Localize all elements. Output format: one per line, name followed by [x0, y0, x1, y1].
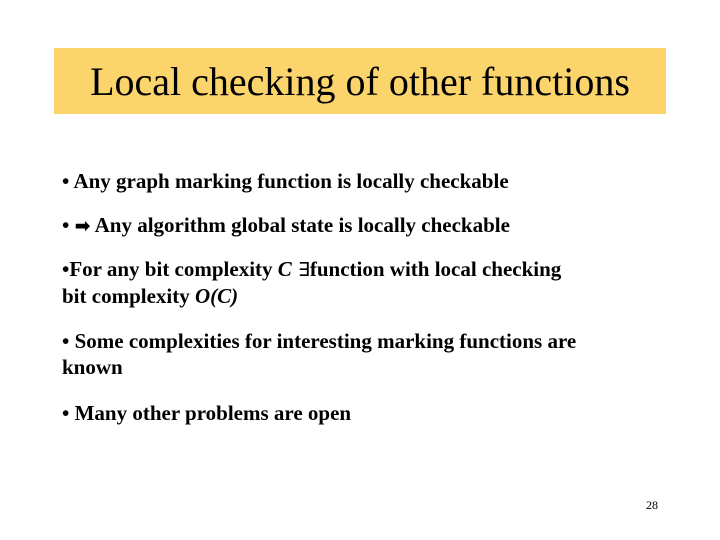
slide-title: Local checking of other functions [90, 58, 630, 104]
bullet-item-global-state [62, 212, 510, 239]
bullet-text: function with local checking [309, 257, 562, 281]
right-arrow-icon: ➡ [74, 215, 91, 237]
bullet-text: •For any bit complexity [62, 257, 278, 281]
bullet-item-bit-complexity [62, 256, 561, 309]
bullet-text: bit complexity [62, 284, 195, 308]
bullet-line-1: • Some complexities for interesting marking functions are [62, 329, 577, 353]
bullet-item-some-complexities [62, 328, 576, 380]
bullet-item-open-problems: • Many other problems are open [62, 401, 352, 425]
variable-c: C [277, 257, 292, 281]
exists-symbol: ∃ [291, 259, 310, 281]
bullet-line-1 [62, 256, 561, 283]
page-number: 28 [646, 498, 658, 512]
bullet-text: Any algorithm global state is locally checkable [90, 213, 510, 237]
bullet-lead: • [62, 213, 75, 237]
slide-title-banner [54, 48, 666, 114]
variable-o-of-c: O(C) [194, 284, 239, 308]
bullet-line-2 [62, 283, 561, 309]
bullet-line-2: known [62, 355, 123, 379]
bullet-item-graph-marking: • Any graph marking function is locally checkable [62, 169, 509, 193]
